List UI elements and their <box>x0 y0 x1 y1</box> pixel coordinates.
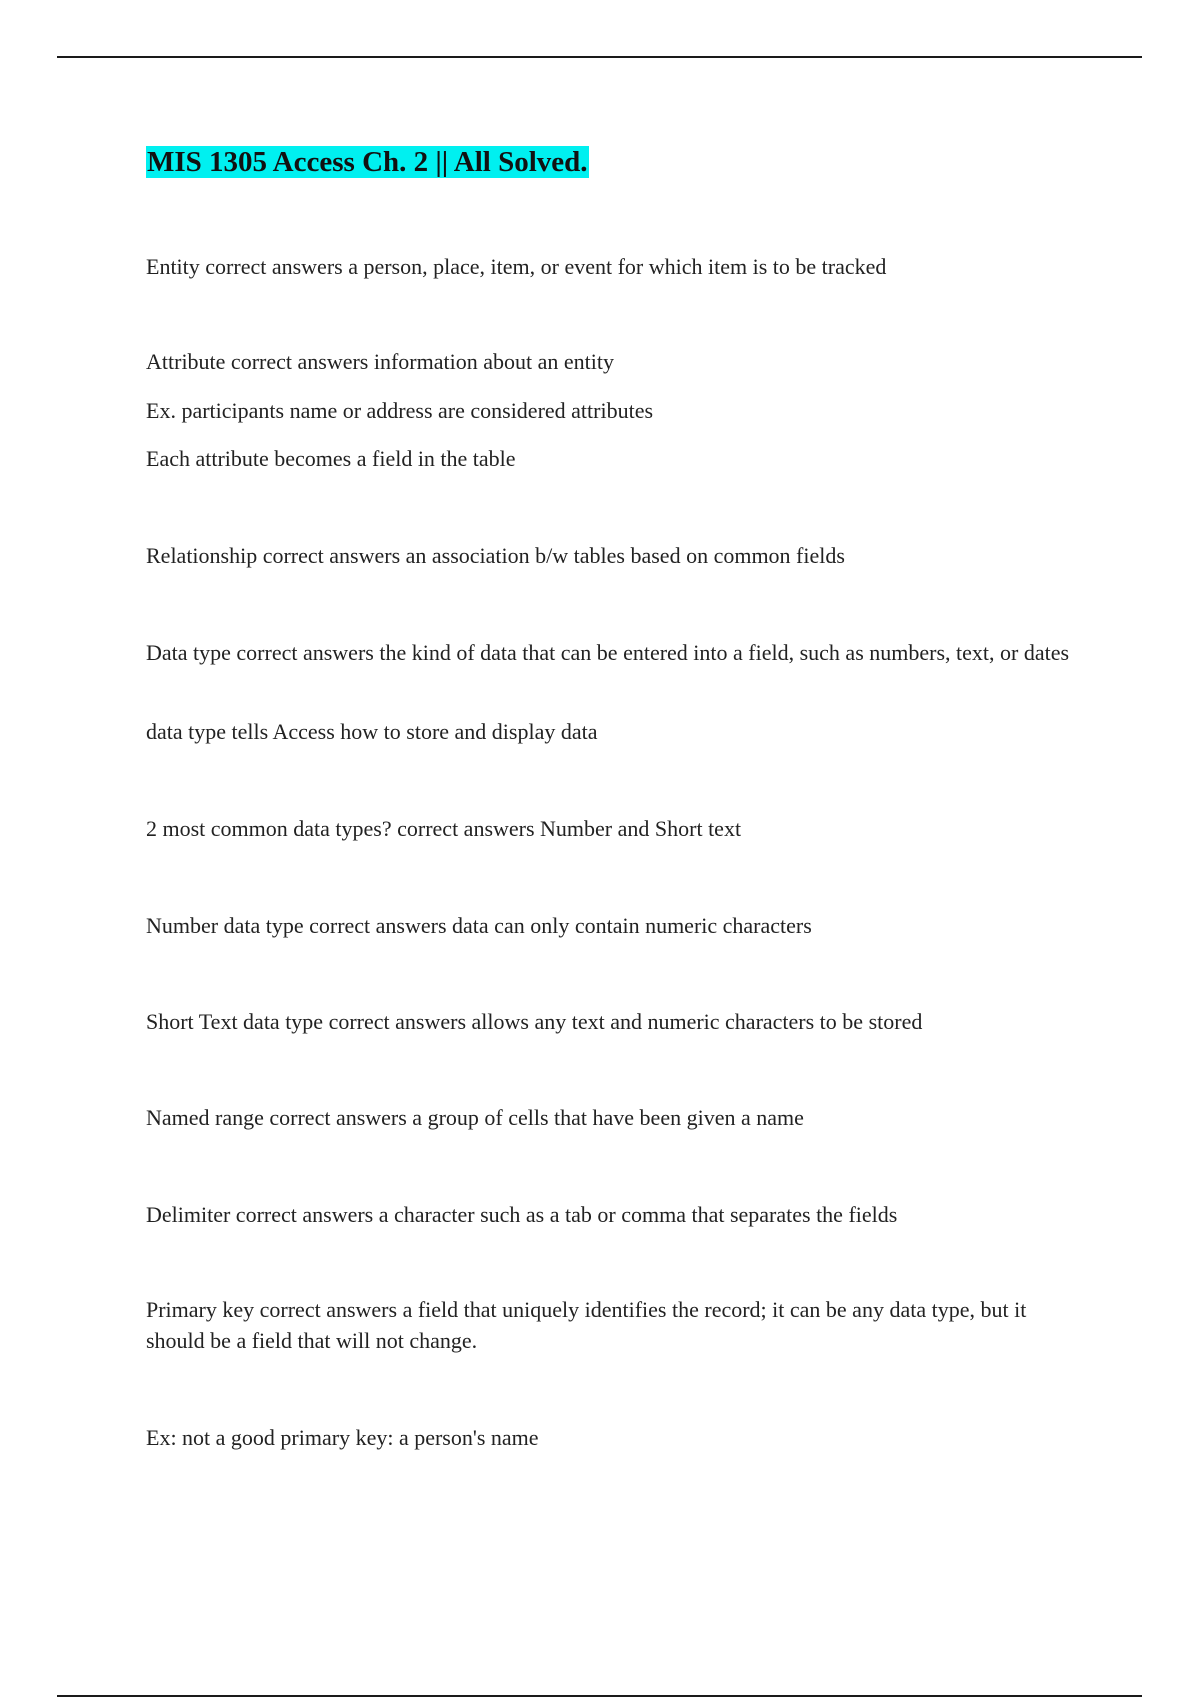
delimiter-definition: Delimiter correct answers a character such as a tab or comma that separates the fields <box>146 1202 898 1227</box>
relationship-definition: Relationship correct answers an association b/w tables based on common fields <box>146 543 845 568</box>
document-title <box>146 144 589 180</box>
primary-key-example: Ex: not a good primary key: a person's name <box>146 1425 539 1450</box>
attribute-definition: Attribute correct answers information about an entity <box>146 349 614 374</box>
attribute-example: Ex. participants name or address are considered attributes <box>146 398 654 423</box>
header-rule <box>57 56 1142 58</box>
footer-rule <box>57 1695 1142 1697</box>
data-type-definition: Data type correct answers the kind of data that can be entered into a field, such as numbers, text, or dates <box>146 640 1070 665</box>
short-text-data-type: Short Text data type correct answers allows any text and numeric characters to be stored <box>146 1009 923 1034</box>
title-highlight: MIS 1305 Access Ch. 2 || All Solved. <box>147 146 588 178</box>
primary-key-definition: Primary key correct answers a field that uniquely identifies the record; it can be any data type, but it should be a field that will not change. <box>146 1297 1027 1353</box>
data-type-note: data type tells Access how to store and display data <box>146 719 598 744</box>
number-data-type: Number data type correct answers data can only contain numeric characters <box>146 913 812 938</box>
attribute-note: Each attribute becomes a field in the table <box>146 446 516 471</box>
common-data-types: 2 most common data types? correct answers Number and Short text <box>146 816 742 841</box>
entity-definition: Entity correct answers a person, place, item, or event for which item is to be tracked <box>146 254 887 279</box>
named-range-definition: Named range correct answers a group of cells that have been given a name <box>146 1105 804 1130</box>
